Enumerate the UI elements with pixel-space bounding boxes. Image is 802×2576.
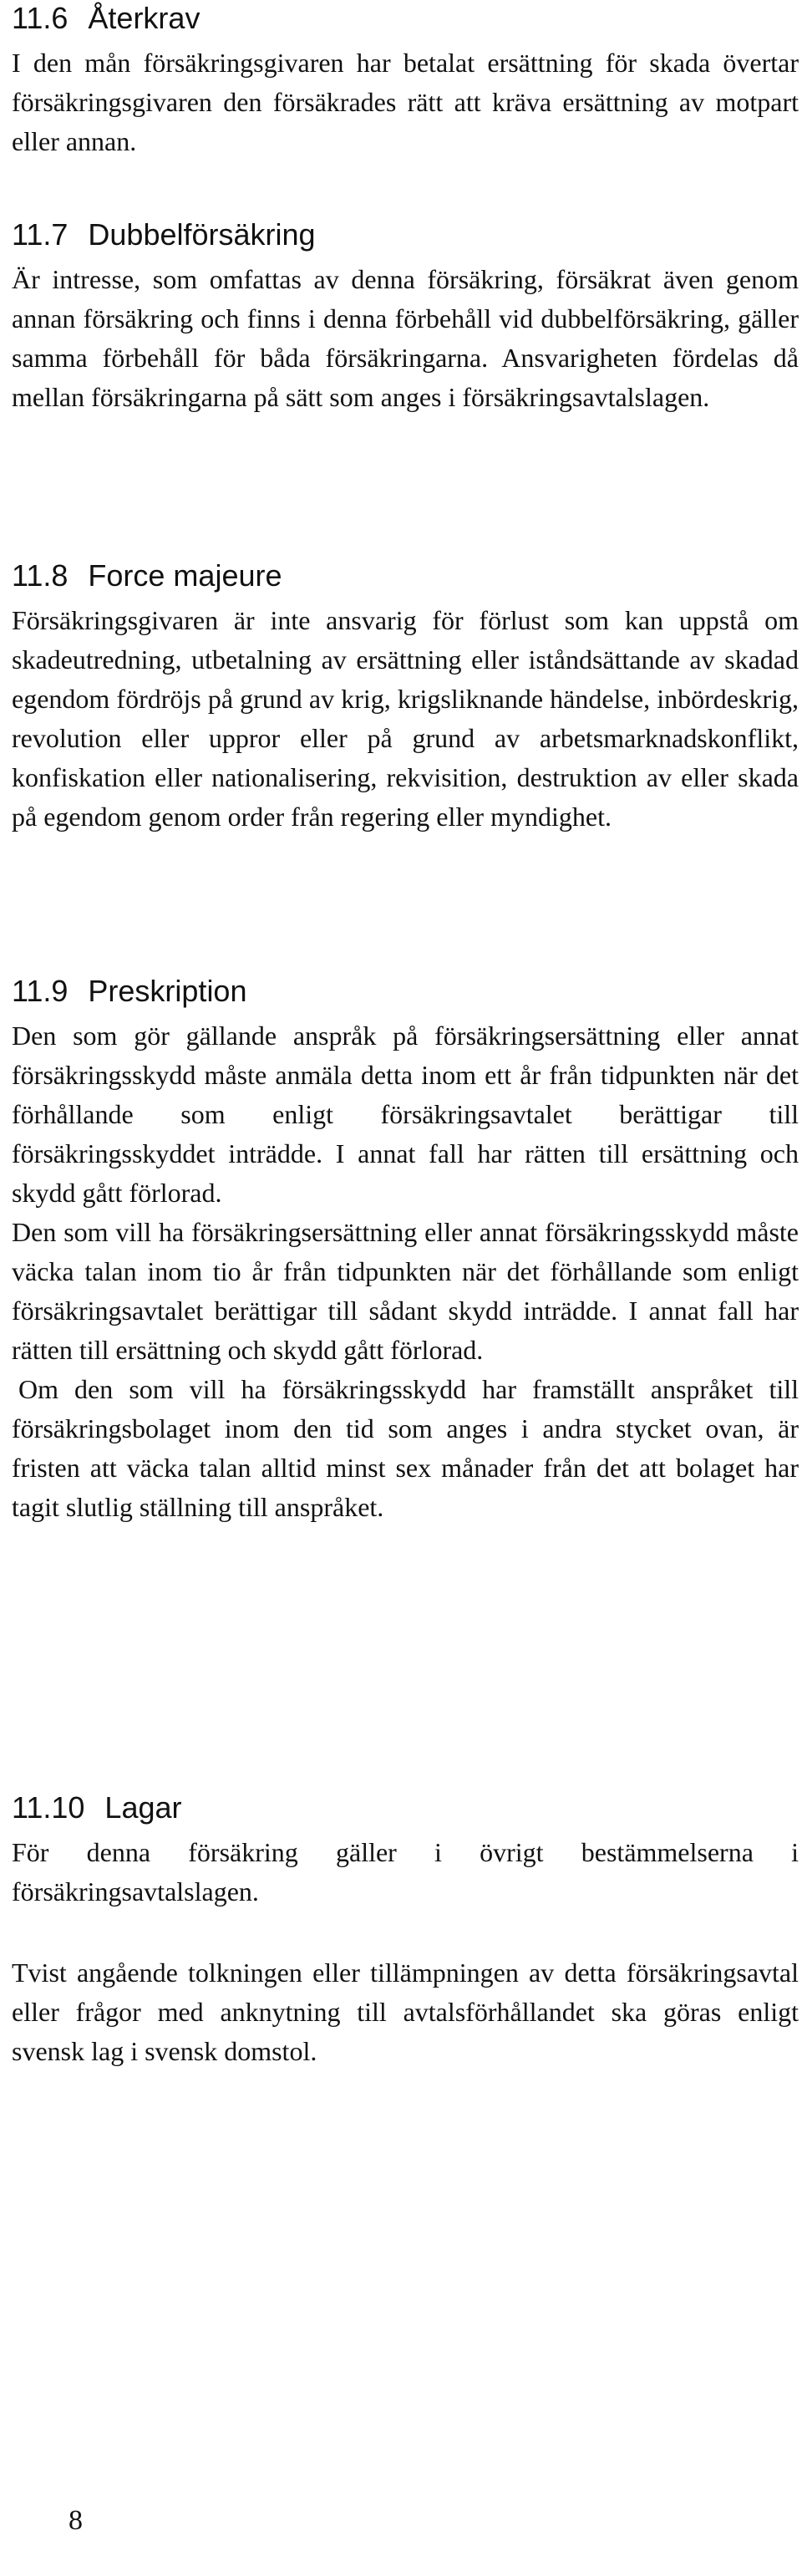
section-heading: [12, 1789, 799, 1826]
section-11-10: [12, 1789, 799, 2071]
section-title: Dubbelförsäkring: [88, 217, 316, 252]
section-title: Återkrav: [88, 1, 200, 35]
section-11-8: [12, 557, 799, 837]
section-11-9: [12, 973, 799, 1527]
paragraph: Om den som vill ha försäkringsskydd har framställt anspråket till försäkringsbolaget inom den tid som anges i andra stycket ovan, är fristen att väcka talan alltid minst sex månader från det att bolaget har tagit slutlig ställning till anspråket.: [12, 1374, 799, 1522]
section-heading: [12, 973, 799, 1010]
section-heading: [12, 0, 799, 37]
section-number: 11.7: [12, 217, 69, 252]
section-heading: [12, 216, 799, 253]
section-number: 11.6: [12, 1, 69, 35]
section-heading: [12, 557, 799, 594]
paragraph: Försäkringsgivaren är inte ansvarig för förlust som kan uppstå om skadeutredning, utbetalning av ersättning eller iståndsättande av skadad egendom fördröjs på grund av krig, krigsliknande händelse, inbördeskrig, revolution eller uppror eller på grund av arbetsmarknadskonflikt, konfiskation eller nationalisering, rekvisition, destruktion av eller skada på egendom genom order från regering eller myndighet.: [12, 605, 799, 832]
paragraph: Tvist angående tolkningen eller tillämpningen av detta försäkringsavtal eller frågor med anknytning till avtalsförhållandet ska göras enligt svensk lag i svensk domstol.: [12, 1957, 799, 2066]
paragraph: Den som gör gällande anspråk på försäkringsersättning eller annat försäkringsskydd måste anmäla detta inom ett år från tidpunkten när det förhållande som enligt försäkringsavtalet berättigar till försäkringsskyddet inträdde. I annat fall har rätten till ersättning och skydd gått förlorad.: [12, 1021, 799, 1208]
paragraph: Är intresse, som omfattas av denna försäkring, försäkrat även genom annan försäkring och finns i denna förbehåll vid dubbelförsäkring, gäller samma förbehåll för båda försäkringarna. Ansvarigheten fördelas då mellan försäkringarna på sätt som anges i försäkringsavtalslagen.: [12, 264, 799, 412]
section-11-6: [12, 0, 799, 161]
section-number: 11.8: [12, 558, 69, 593]
section-title: Force majeure: [88, 558, 282, 593]
section-11-7: [12, 216, 799, 417]
section-title: Preskription: [88, 974, 247, 1008]
section-number: 11.10: [12, 1790, 85, 1825]
paragraph: I den mån försäkringsgivaren har betalat ersättning för skada övertar försäkringsgivaren den försäkrades rätt att kräva ersättning av motpart eller annan.: [12, 48, 799, 156]
section-number: 11.9: [12, 974, 69, 1008]
paragraph: Den som vill ha försäkringsersättning eller annat försäkringsskydd måste väcka talan inom tio år från tidpunkten när det förhållande som enligt försäkringsavtalet berättigar till sådant skydd inträdde. I annat fall har rätten till ersättning och skydd gått förlorad.: [12, 1217, 799, 1365]
page-number: 8: [69, 2505, 83, 2536]
section-title: Lagar: [104, 1790, 182, 1825]
paragraph: För denna försäkring gäller i övrigt bestämmelserna i försäkringsavtalslagen.: [12, 1837, 799, 1907]
